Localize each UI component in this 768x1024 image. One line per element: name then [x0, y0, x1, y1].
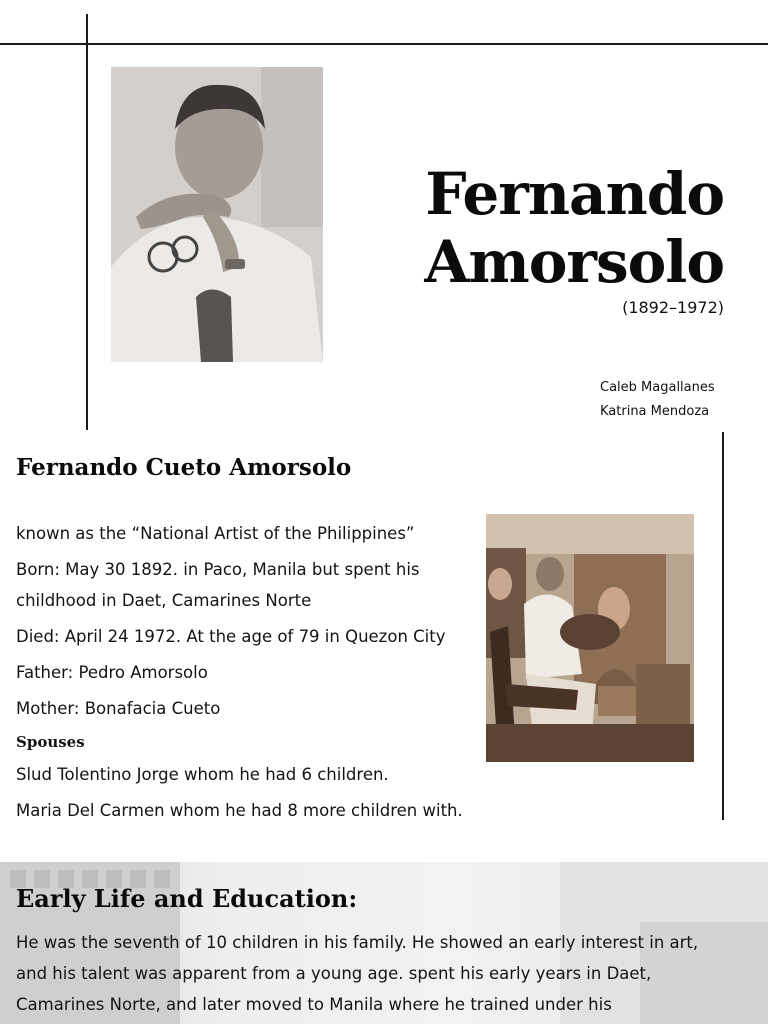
bio-line: Died: April 24 1972. At the age of 79 in Quezon City: [16, 627, 446, 646]
bio-line: Born: May 30 1892. in Paco, Manila but spent his childhood in Daet, Camarines Norte: [16, 560, 420, 610]
studio-painting-photo: [486, 514, 694, 762]
spouse-line: Slud Tolentino Jorge whom he had 6 children.: [16, 765, 389, 784]
early-life-text: He was the seventh of 10 children in his family. He showed an early interest in art, and his talent was apparent from a young age. spent his early years in Daet, Camarines Norte, and later moved to Manila where he trained under his: [16, 933, 699, 1014]
spouse-line: Maria Del Carmen whom he had 8 more children with.: [16, 801, 463, 820]
left-rule: [86, 14, 88, 430]
author-name: Caleb Magallanes: [600, 380, 715, 395]
bio-heading: Fernando Cueto Amorsolo: [16, 454, 352, 481]
title-first-name: Fernando: [425, 160, 724, 228]
right-rule: [722, 432, 724, 820]
bio-line: Mother: Bonafacia Cueto: [16, 699, 221, 718]
title-last-name: Amorsolo: [424, 228, 724, 296]
spouses-heading: Spouses: [16, 733, 85, 751]
life-years: (1892–1972): [622, 298, 724, 317]
bio-line: known as the “National Artist of the Philippines”: [16, 524, 415, 543]
bio-text: [16, 518, 466, 831]
amorsolo-portrait-photo: [111, 67, 323, 362]
top-rule: [0, 43, 768, 45]
early-life-heading: Early Life and Education:: [16, 884, 358, 913]
authors: [600, 376, 756, 424]
artist-title: [340, 160, 724, 296]
author-name: Katrina Mendoza: [600, 404, 710, 419]
bio-line: Father: Pedro Amorsolo: [16, 663, 208, 682]
